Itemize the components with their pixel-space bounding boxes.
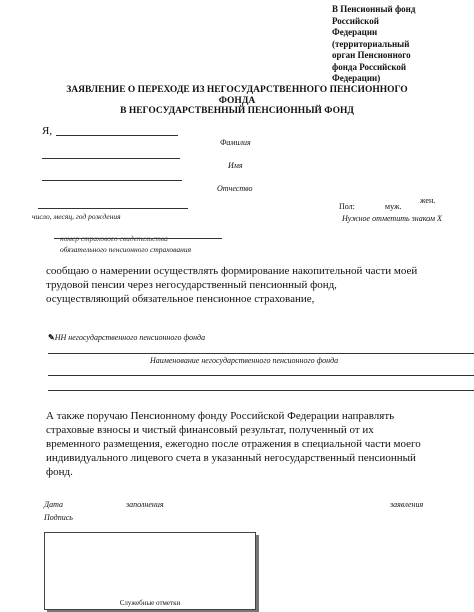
- gender-male-option[interactable]: муж.: [385, 202, 402, 211]
- name-field[interactable]: [42, 158, 180, 159]
- gender-label: Пол:: [339, 202, 355, 211]
- service-notes-box: [44, 532, 256, 610]
- statement-paragraph: [46, 264, 436, 306]
- statement-line: трудовой пенсии через негосударственный пенсионный фонд,: [46, 279, 337, 291]
- npf-label-text: НН негосударственного пенсионного фонда: [54, 333, 206, 342]
- gender-hint: Нужное отметить знаком X: [342, 214, 442, 223]
- document-subtitle: В НЕГОСУДАРСТВЕННЫЙ ПЕНСИОННЫЙ ФОНД: [120, 106, 354, 116]
- statement-label: заявления: [390, 500, 424, 509]
- addressee-block: [332, 4, 464, 85]
- birth-date-label: число, месяц, год рождения: [32, 212, 121, 221]
- surname-field[interactable]: [56, 135, 178, 136]
- instruction-paragraph: [46, 409, 436, 479]
- fill-label: заполнения: [126, 500, 164, 509]
- insurance-number-label: номер страхового свидетельства: [60, 234, 168, 243]
- addressee-line: Федерации): [332, 73, 381, 83]
- patronymic-field[interactable]: [42, 180, 182, 181]
- addressee-line: Федерации: [332, 27, 378, 37]
- title-line-1: ЗАЯВЛЕНИЕ О ПЕРЕХОДЕ ИЗ НЕГОСУДАРСТВЕННОГО ПЕНСИОННОГО: [66, 85, 408, 95]
- name-label: Имя: [228, 161, 243, 170]
- i-prefix: Я,: [42, 125, 53, 137]
- document-title: [30, 85, 444, 107]
- fund-name-line-3[interactable]: [48, 390, 474, 391]
- gender-female-option[interactable]: жен.: [420, 196, 436, 205]
- addressee-line: орган Пенсионного: [332, 50, 411, 60]
- service-notes-label: Служебные отметки: [119, 599, 181, 607]
- instruction-line: фонд.: [46, 466, 73, 478]
- patronymic-label: Отчество: [217, 184, 253, 193]
- npf-mark-icon: ✎: [48, 333, 55, 342]
- instruction-line: А также поручаю Пенсионному фонду Российской Федерации направлять: [46, 410, 395, 422]
- statement-line: осуществляющий обязательное пенсионное страхование,: [46, 293, 315, 305]
- date-label: Дата: [44, 500, 63, 509]
- addressee-line: (территориальный: [332, 38, 410, 49]
- signature-label: Подпись: [44, 513, 73, 522]
- surname-label: Фамилия: [220, 138, 251, 147]
- birth-date-field[interactable]: [38, 208, 188, 209]
- instruction-line: страховые взносы и чистый финансовый результат, полученный от их: [46, 424, 374, 436]
- statement-line: сообщаю о намерении осуществлять формирование накопительной части моей: [46, 265, 418, 277]
- addressee-line: фонда Российской: [332, 61, 407, 72]
- npf-number-label: [48, 333, 205, 342]
- fund-name-field[interactable]: [48, 353, 474, 354]
- instruction-line: временного размещения, ежегодно после отражения в специальной части моего: [46, 438, 421, 450]
- fund-name-label: Наименование негосударственного пенсионного фонда: [150, 356, 339, 365]
- addressee-line: Российской: [332, 15, 379, 26]
- instruction-line: индивидуального лицевого счета в указанный негосударственный пенсионный: [46, 452, 416, 464]
- title-line-2: ФОНДА: [218, 96, 256, 106]
- insurance-number-label-2: обязательного пенсионного страхования: [60, 245, 192, 254]
- fund-name-line-2[interactable]: [48, 375, 474, 376]
- addressee-line: В Пенсионный фонд: [332, 4, 416, 14]
